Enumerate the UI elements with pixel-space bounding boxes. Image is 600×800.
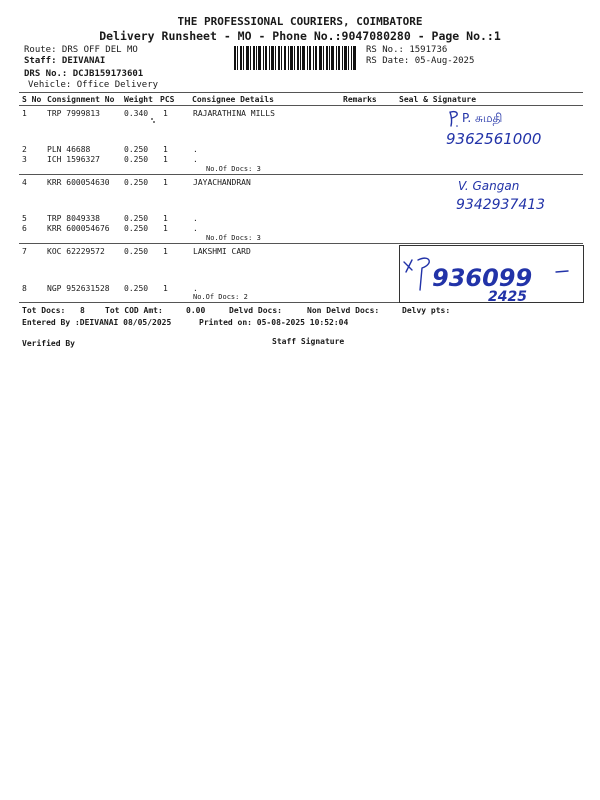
- row-consignee: .: [193, 284, 198, 293]
- header-top-divider: [19, 92, 583, 93]
- row-pcs: 1: [163, 214, 168, 223]
- row-consignment: KRR 600054676: [47, 224, 110, 233]
- delvy-pts-label: Delvy pts:: [402, 306, 451, 315]
- row-weight: 0.250: [124, 214, 149, 223]
- tot-cod-value: 0.00: [186, 306, 206, 315]
- entered-by: Entered By :DEIVANAI 08/05/2025: [22, 318, 172, 327]
- row-pcs: 1: [163, 109, 168, 118]
- row-sno: 6: [22, 224, 27, 233]
- printed-on: Printed on: 05-08-2025 10:52:04: [199, 318, 349, 327]
- verified-by: Verified By: [22, 339, 75, 348]
- rs-number: RS No.: 1591736: [366, 45, 448, 55]
- ink-speck: [151, 118, 153, 120]
- row-consignment: NGP 952631528: [47, 284, 110, 293]
- staff-signature: Staff Signature: [272, 337, 345, 346]
- row-consignee: RAJARATHINA MILLS: [193, 109, 275, 118]
- col-consignee: Consignee Details: [192, 95, 274, 104]
- row-sno: 8: [22, 284, 27, 293]
- row-consignee: JAYACHANDRAN: [193, 178, 251, 187]
- row-weight: 0.340: [124, 109, 149, 118]
- row-consignment: TRP 8049338: [47, 214, 100, 223]
- row-consignee: LAKSHMI CARD: [193, 247, 251, 256]
- signature-1-phone: 9362561000: [446, 130, 542, 148]
- signature-3-phone-suffix: 2425: [488, 289, 527, 305]
- rs-date: RS Date: 05-Aug-2025: [366, 56, 475, 66]
- signature-2-image: [454, 176, 579, 216]
- row-sno: 2: [22, 145, 27, 154]
- tot-docs-label: Tot Docs:: [22, 306, 66, 315]
- col-sno: S No: [22, 95, 42, 104]
- delvd-docs-label: Delvd Docs:: [229, 306, 282, 315]
- signature-3-image: [400, 250, 585, 305]
- tot-docs-value: 8: [80, 306, 85, 315]
- row-consignee: .: [193, 224, 198, 233]
- runsheet-title: Delivery Runsheet - MO - Phone No.:9047080280 - Page No.:1: [99, 29, 501, 43]
- barcode-image: [234, 46, 356, 70]
- route-text: Route: DRS OFF DEL MO: [24, 45, 138, 55]
- signature-3-phone: 936099: [432, 264, 533, 292]
- row-consignment: ICH 1596327: [47, 155, 100, 164]
- row-pcs: 1: [163, 224, 168, 233]
- row-sno: 7: [22, 247, 27, 256]
- row-consignee: .: [193, 155, 198, 164]
- row-sno: 4: [22, 178, 27, 187]
- col-weight: Weight: [124, 95, 153, 104]
- row-weight: 0.250: [124, 224, 149, 233]
- row-sno: 3: [22, 155, 27, 164]
- signature-1-name: P. சுமதி: [462, 111, 503, 125]
- header-bottom-divider: [19, 105, 583, 106]
- row-sno: 5: [22, 214, 27, 223]
- row-consignee: .: [193, 145, 198, 154]
- group-divider: [19, 174, 583, 175]
- group-doc-count: No.Of Docs: 3: [206, 165, 261, 173]
- col-pcs: PCS: [160, 95, 175, 104]
- col-consignment: Consignment No: [47, 95, 115, 104]
- row-consignment: KRR 600054630: [47, 178, 110, 187]
- row-pcs: 1: [163, 145, 168, 154]
- tot-cod-label: Tot COD Amt:: [105, 306, 163, 315]
- col-seal-signature: Seal & Signature: [399, 95, 477, 104]
- signature-1-image: [444, 108, 589, 148]
- row-sno: 1: [22, 109, 27, 118]
- group-doc-count: No.Of Docs: 3: [206, 234, 261, 242]
- signature-2-name: V. Gangan: [458, 179, 520, 193]
- row-pcs: 1: [163, 247, 168, 256]
- row-weight: 0.250: [124, 284, 149, 293]
- row-consignment: TRP 7999813: [47, 109, 100, 118]
- non-delvd-docs-label: Non Delvd Docs:: [307, 306, 380, 315]
- row-pcs: 1: [163, 284, 168, 293]
- group-doc-count: No.Of Docs: 2: [193, 293, 248, 301]
- row-weight: 0.250: [124, 178, 149, 187]
- staff-text: Staff: DEIVANAI: [24, 56, 106, 66]
- row-weight: 0.250: [124, 145, 149, 154]
- signature-2-phone: 9342937413: [456, 197, 546, 213]
- vehicle-text: Vehicle: Office Delivery: [28, 80, 159, 90]
- row-pcs: 1: [163, 178, 168, 187]
- drs-number: DRS No.: DCJB159173601: [24, 69, 144, 79]
- ink-speck: [153, 121, 155, 123]
- col-remarks: Remarks: [343, 95, 377, 104]
- row-consignment: PLN 46688: [47, 145, 91, 154]
- row-consignee: .: [193, 214, 198, 223]
- row-weight: 0.250: [124, 155, 149, 164]
- company-title: THE PROFESSIONAL COURIERS, COIMBATORE: [177, 15, 423, 28]
- row-consignment: KOC 62229572: [47, 247, 105, 256]
- row-weight: 0.250: [124, 247, 149, 256]
- group-divider: [19, 243, 583, 244]
- row-pcs: 1: [163, 155, 168, 164]
